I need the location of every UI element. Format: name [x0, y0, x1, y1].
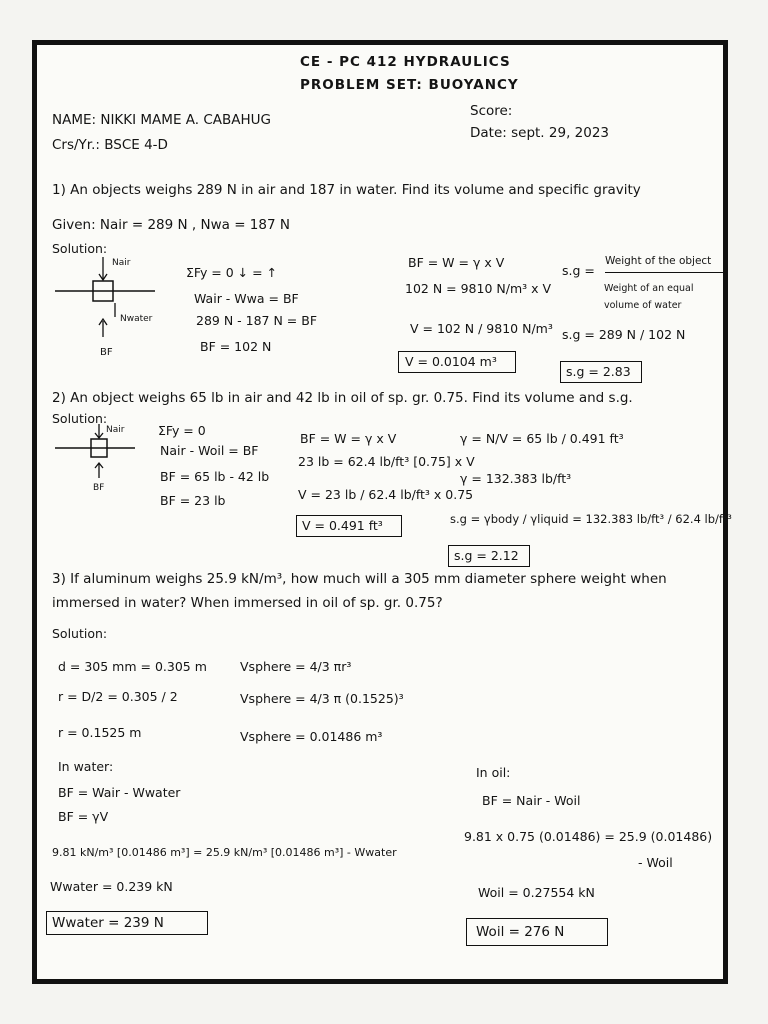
problem3-water-answer: Wwater = 239 N [52, 915, 164, 931]
problem3-oil-eq1: BF = Nair - Woil [482, 793, 581, 808]
problem2-eq4: BF = 23 lb [160, 493, 226, 508]
problem2-unit-weight-eq: γ = N/V = 65 lb / 0.491 ft³ [460, 431, 624, 446]
problem1-solution-label: Solution: [52, 241, 108, 256]
problem3-vsphere-result: Vsphere = 0.01486 m³ [240, 729, 383, 744]
problem2-volume-eq: V = 23 lb / 62.4 lb/ft³ x 0.75 [298, 487, 474, 502]
problem3-oil-eq2: 9.81 x 0.75 (0.01486) = 25.9 (0.01486) [464, 829, 713, 844]
student-name: NAME: NIKKI MAME A. CABAHUG [52, 112, 271, 128]
problem3-vsphere-formula: Vsphere = 4/3 πr³ [240, 659, 352, 674]
problem1-bf2: 102 N = 9810 N/m³ x V [405, 281, 552, 296]
course-title: CE - PC 412 HYDRAULICS [300, 54, 511, 70]
problem1-sg-lhs: s.g = [562, 263, 595, 278]
problem2-solution-label: Solution: [52, 411, 108, 426]
problem3-water-label: In water: [58, 759, 114, 774]
problem1-eq2: Wair - Wwa = BF [194, 291, 299, 306]
problem2-sg-answer: s.g = 2.12 [454, 548, 519, 563]
problem1-free-body-diagram [55, 255, 165, 345]
problem3-oil-result: Woil = 0.27554 kN [478, 885, 595, 900]
problem3-oil-label: In oil: [476, 765, 511, 780]
problem1-volume-answer: V = 0.0104 m³ [405, 354, 497, 369]
problem1-sg-numerator: Weight of the object [605, 255, 712, 267]
problem3-vsphere-sub: Vsphere = 4/3 π (0.1525)³ [240, 691, 404, 706]
problem2-free-body-diagram [55, 422, 155, 492]
problem1-bf1: BF = W = γ x V [408, 255, 505, 270]
problem1-eq4: BF = 102 N [200, 339, 272, 354]
problem2-eq3: BF = 65 lb - 42 lb [160, 469, 270, 484]
problem2-statement: 2) An object weighs 65 lb in air and 42 lb in oil of sp. gr. 0.75. Find its volume and s.g. [52, 390, 633, 406]
problem1-eq1: ΣFy = 0 ↓ = ↑ [186, 265, 278, 280]
problem3-statement-line1: 3) If aluminum weighs 25.9 kN/m³, how much will a 305 mm diameter sphere weight when [52, 571, 667, 587]
problem1-sg-answer: s.g = 2.83 [566, 364, 631, 379]
problem1-fig-nair: Nair [112, 258, 131, 268]
problem1-sg-eq: s.g = 289 N / 102 N [562, 327, 686, 342]
problem-set-title: PROBLEM SET: BUOYANCY [300, 77, 519, 93]
problem2-fig-bf: BF [93, 483, 105, 493]
problem3-water-eq3: 9.81 kN/m³ [0.01486 m³] = 25.9 kN/m³ [0.01486 m³] - Wwater [52, 846, 397, 859]
problem1-sg-denominator: Weight of an equal volume of water [604, 283, 694, 311]
problem1-sg-fraction-bar [605, 272, 723, 273]
problem2-eq1: ΣFy = 0 [158, 423, 206, 438]
problem2-sg-eq: s.g = γbody / γliquid = 132.383 lb/ft³ / 62.4 lb/ft³ [450, 512, 732, 526]
problem3-radius-eq: r = D/2 = 0.305 / 2 [58, 689, 178, 704]
problem3-radius: r = 0.1525 m [58, 725, 142, 740]
problem2-eq2: Nair - Woil = BF [160, 443, 259, 458]
problem2-volume-answer: V = 0.491 ft³ [302, 518, 383, 533]
problem1-statement: 1) An objects weighs 289 N in air and 187 in water. Find its volume and specific gravity [52, 182, 641, 198]
problem3-water-eq2: BF = γV [58, 809, 109, 824]
problem1-volume-eq: V = 102 N / 9810 N/m³ [410, 321, 553, 336]
problem3-oil-answer: Woil = 276 N [476, 924, 565, 940]
problem3-diameter: d = 305 mm = 0.305 m [58, 659, 207, 674]
problem1-fig-bf: BF [100, 347, 113, 358]
problem3-oil-eq3: - Woil [638, 855, 673, 870]
problem2-bf1: BF = W = γ x V [300, 431, 397, 446]
course-year: Crs/Yr.: BSCE 4-D [52, 137, 168, 153]
problem2-fig-nair: Nair [106, 425, 125, 435]
problem3-water-result: Wwater = 0.239 kN [50, 879, 173, 894]
problem1-fig-nwater: Nwater [120, 314, 153, 324]
problem3-solution-label: Solution: [52, 626, 108, 641]
problem3-statement-line2: immersed in water? When immersed in oil of sp. gr. 0.75? [52, 595, 443, 611]
problem3-water-eq1: BF = Wair - Wwater [58, 785, 181, 800]
score-label: Score: [470, 103, 513, 119]
problem1-eq3: 289 N - 187 N = BF [196, 313, 318, 328]
problem2-bf2: 23 lb = 62.4 lb/ft³ [0.75] x V [298, 454, 475, 469]
problem2-unit-weight-result: γ = 132.383 lb/ft³ [460, 471, 572, 486]
problem1-given: Given: Nair = 289 N , Nwa = 187 N [52, 217, 290, 233]
date: Date: sept. 29, 2023 [470, 125, 610, 141]
